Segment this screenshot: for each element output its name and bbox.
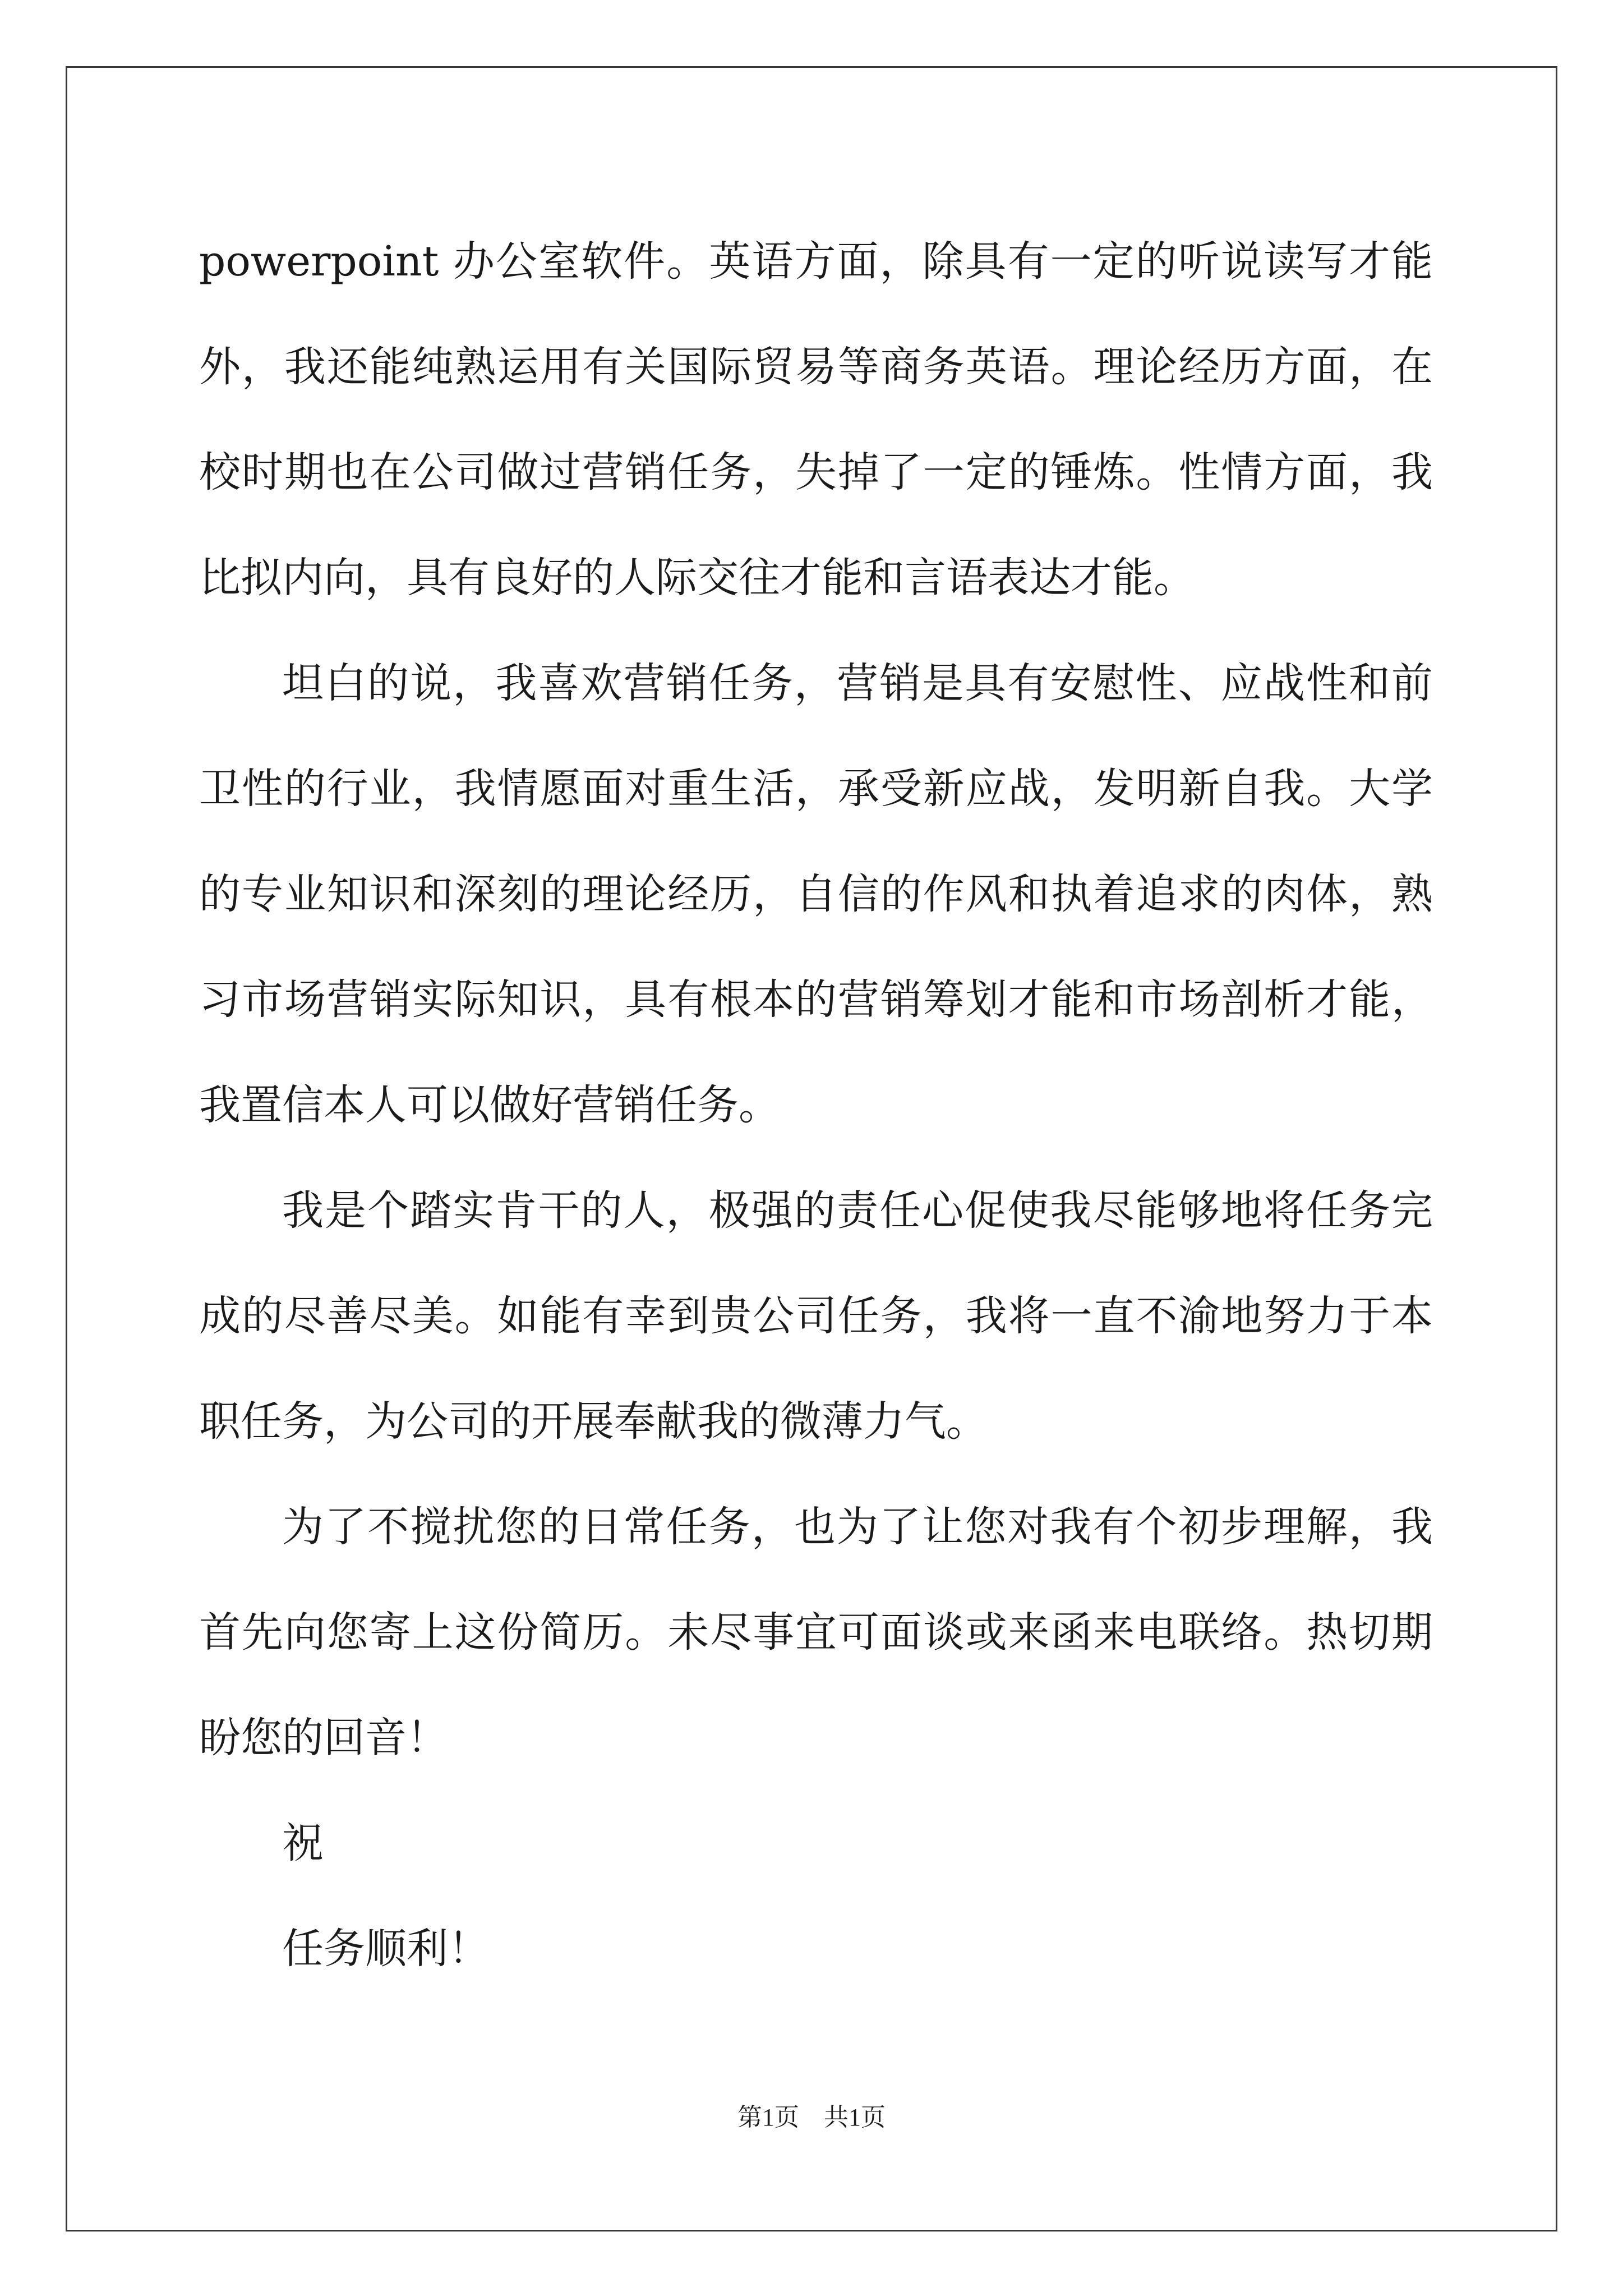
page-number: 第1页 共1页 [737, 2104, 886, 2131]
paragraph-request: 为了不搅扰您的日常任务，也为了让您对我有个初步理解，我首先向您寄上这份简历。未尽事宜可面谈或来函来电联络。热切期盼您的回音！ [199, 1503, 1433, 1762]
closing-wish: 任务顺利！ [282, 1925, 490, 1973]
paragraph-character: 我是个踏实肯干的人，极强的责任心促使我尽能够地将任务完成的尽善尽美。如能有幸到贵公司任务，我将一直不渝地努力于本职任务，为公司的开展奉献我的微薄力气。 [199, 1186, 1433, 1446]
paragraph-skills: powerpoint 办公室软件。英语方面，除具有一定的听说读写才能外，我还能纯熟运用有关国际贸易等商务英语。理论经历方面，在校时期也在公司做过营销任务，失掉了一定的锤炼。性情方面，我比拟内向，具有良好的人际交往才能和言语表达才能。 [199, 237, 1433, 602]
closing-salutation: 祝 [282, 1819, 324, 1867]
paragraph-motivation: 坦白的说，我喜欢营销任务，营销是具有安慰性、应战性和前卫性的行业，我情愿面对重生活，承受新应战，发明新自我。大学的专业知识和深刻的理论经历，自信的作风和执着追求的肉体，熟习市场营销实际知识，具有根本的营销筹划才能和市场剖析才能，我置信本人可以做好营销任务。 [199, 659, 1433, 1129]
letter-body [199, 209, 1433, 2001]
